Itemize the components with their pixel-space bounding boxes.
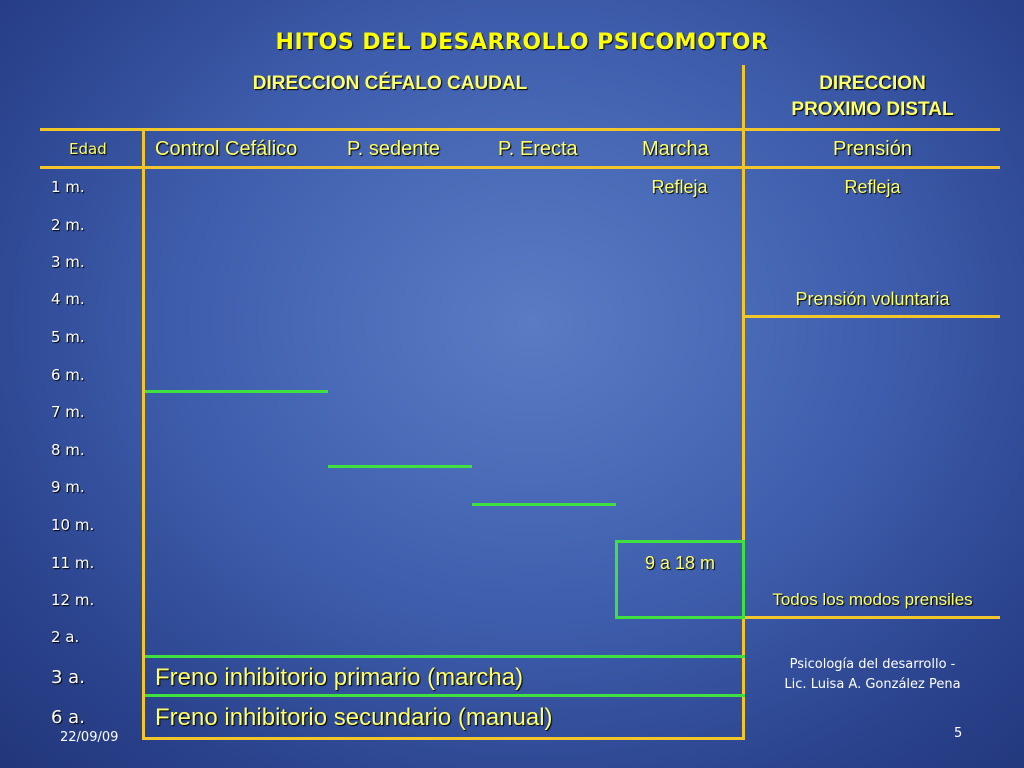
age-label: 2 a. [51, 628, 80, 646]
age-label: 6 a. [51, 707, 85, 728]
freno-inhibitorio-primario: Freno inhibitorio primario (marcha) [155, 664, 524, 691]
prension-voluntaria: Prensión voluntaria [795, 289, 950, 309]
freno-inhibitorio-secundario: Freno inhibitorio secundario (manual) [155, 704, 553, 731]
footer-credit [745, 655, 1000, 695]
age-label: 5 m. [51, 328, 85, 346]
freno-primario-bottom-rule [145, 694, 745, 697]
age-label: 3 m. [51, 253, 85, 271]
marcha-9-a-18-m: 9 a 18 m [644, 553, 716, 573]
age-label: 3 a. [51, 667, 85, 688]
age-label: 4 m. [51, 290, 85, 308]
age-label: 11 m. [51, 554, 95, 572]
page-number: 5 [954, 726, 963, 741]
column-header-control-cefalico: Control Cefálico [155, 138, 298, 160]
header-bottom-rule [40, 166, 1000, 169]
header-top-rule [40, 128, 1000, 131]
prension-refleja: Refleja [844, 177, 901, 197]
control-cefalico-milestone [145, 390, 328, 393]
footer-credit-line2: Lic. Luisa A. González Pena [784, 677, 961, 692]
p-sedente-milestone [328, 465, 472, 468]
age-label: 2 m. [51, 216, 85, 234]
header-cefalo-caudal: DIRECCION CÉFALO CAUDAL [252, 73, 528, 94]
marcha-refleja: Refleja [651, 177, 708, 197]
column-header-prension: Prensión [833, 138, 912, 160]
age-label: 1 m. [51, 178, 85, 196]
prension-modos-rule [742, 616, 1000, 619]
age-label: 9 m. [51, 478, 85, 496]
age-label: 6 m. [51, 366, 85, 384]
column-header-p-sedente: P. sedente [347, 138, 441, 160]
age-label: 10 m. [51, 516, 95, 534]
column-header-p-erecta: P. Erecta [498, 138, 578, 160]
marcha-box [615, 540, 745, 619]
column-header-edad: Edad [69, 140, 107, 158]
age-label: 8 m. [51, 441, 85, 459]
slide-title: HITOS DEL DESARROLLO PSICOMOTOR [275, 30, 769, 55]
table-bottom-rule [142, 737, 745, 740]
footer-credit-line1: Psicología del desarrollo - [789, 657, 956, 672]
age-label: 12 m. [51, 591, 95, 609]
prension-todos-los-modos: Todos los modos prensiles [772, 590, 973, 609]
header-proximo-distal-line2: PROXIMO DISTAL [791, 99, 954, 120]
header-proximo-distal-line1: DIRECCION [819, 73, 926, 94]
footer-date: 22/09/09 [60, 730, 119, 745]
edad-column-divider [142, 128, 145, 740]
freno-primario-top-rule [145, 655, 745, 658]
age-label: 7 m. [51, 403, 85, 421]
prension-voluntaria-rule [742, 315, 1000, 318]
column-header-marcha: Marcha [642, 138, 709, 160]
p-erecta-milestone [472, 503, 616, 506]
direction-divider [742, 65, 745, 740]
